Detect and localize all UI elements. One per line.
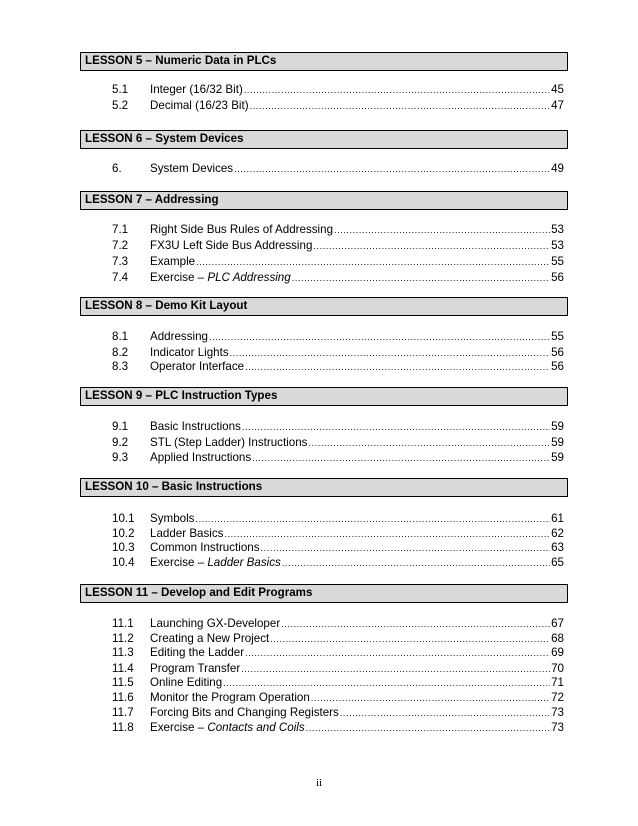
toc-entry[interactable] <box>112 705 564 721</box>
entry-title: Basic Instructions <box>150 420 241 433</box>
entry-title-italic: Ladder Basics <box>207 556 281 569</box>
toc-entry[interactable] <box>112 359 564 375</box>
lesson-header-10 <box>80 478 568 497</box>
entry-page: 62 <box>551 527 564 540</box>
entry-number: 10.4 <box>112 556 135 569</box>
entry-number: 7.1 <box>112 223 129 236</box>
lesson-header-6 <box>80 130 568 149</box>
entry-page: 49 <box>551 162 564 175</box>
entry-title <box>150 270 291 286</box>
dot-leader <box>282 555 550 571</box>
entry-page: 53 <box>551 239 564 252</box>
entry-number: 5.1 <box>112 83 129 96</box>
toc-entry[interactable] <box>112 540 564 556</box>
entry-page: 71 <box>551 676 564 689</box>
lesson-header-8 <box>80 297 568 316</box>
lesson-title: LESSON 7 – Addressing <box>85 193 219 206</box>
toc-entry[interactable] <box>112 450 564 466</box>
toc-entry[interactable] <box>112 329 564 345</box>
entry-number: 9.1 <box>112 420 129 433</box>
entry-number: 10.1 <box>112 512 135 525</box>
lesson-title: LESSON 5 – Numeric Data in PLCs <box>85 54 277 67</box>
dot-leader <box>245 359 550 375</box>
lesson-header-11 <box>80 584 568 603</box>
entry-number: 5.2 <box>112 99 129 112</box>
entry-page: 56 <box>551 346 564 359</box>
toc-entry[interactable] <box>112 616 564 632</box>
entry-page: 67 <box>551 617 564 630</box>
entry-number: 11.8 <box>112 721 134 734</box>
dot-leader <box>250 98 551 114</box>
toc-entry[interactable] <box>112 238 564 254</box>
dot-leader <box>292 270 550 286</box>
entry-page: 47 <box>551 99 564 112</box>
toc-entry[interactable] <box>112 222 564 238</box>
entry-title: STL (Step Ladder) Instructions <box>150 436 308 449</box>
entry-page: 59 <box>551 436 564 449</box>
entry-page: 56 <box>551 271 564 284</box>
entry-page: 56 <box>551 360 564 373</box>
entry-page: 68 <box>551 632 564 645</box>
entry-title <box>150 555 281 571</box>
dot-leader <box>196 254 550 270</box>
entry-title-prefix: Exercise – <box>150 721 208 734</box>
entry-page: 73 <box>551 721 564 734</box>
entry-number: 7.3 <box>112 255 129 268</box>
entry-title: Creating a New Project <box>150 632 270 645</box>
entry-title: Right Side Bus Rules of Addressing <box>150 223 334 236</box>
entry-title-prefix: Exercise – <box>150 271 208 284</box>
entry-number: 9.3 <box>112 451 129 464</box>
entry-page: 45 <box>551 83 564 96</box>
lesson-header-9 <box>80 387 568 406</box>
entry-title: Integer (16/32 Bit) <box>150 83 243 96</box>
toc-entry[interactable] <box>112 555 564 571</box>
dot-leader <box>244 82 550 98</box>
toc-entry[interactable] <box>112 419 564 435</box>
entry-title: Ladder Basics <box>150 527 224 540</box>
entry-title <box>150 720 305 736</box>
entry-number: 11.6 <box>112 691 134 704</box>
dot-leader <box>261 540 551 556</box>
entry-page: 55 <box>551 330 564 343</box>
entry-title-italic: PLC Addressing <box>207 271 291 284</box>
entry-title: Example <box>150 255 196 268</box>
dot-leader <box>308 435 550 451</box>
entry-title: Forcing Bits and Changing Registers <box>150 706 339 719</box>
page-number: ii <box>315 777 323 789</box>
entry-number: 11.2 <box>112 632 134 645</box>
lesson-title: LESSON 8 – Demo Kit Layout <box>85 299 248 312</box>
dot-leader <box>245 645 550 661</box>
entry-number: 10.2 <box>112 527 135 540</box>
entry-title: Addressing <box>150 330 209 343</box>
entry-page: 59 <box>551 420 564 433</box>
entry-title: Program Transfer <box>150 662 241 675</box>
entry-page: 69 <box>551 646 564 659</box>
dot-leader <box>334 222 550 238</box>
entry-number: 9.2 <box>112 436 129 449</box>
entry-title: Decimal (16/23 Bit) <box>150 99 249 112</box>
dot-leader <box>281 616 550 632</box>
entry-number: 8.2 <box>112 346 129 359</box>
entry-page: 65 <box>551 556 564 569</box>
toc-entry[interactable] <box>112 98 564 114</box>
toc-entry[interactable] <box>112 511 564 527</box>
entry-page: 73 <box>551 706 564 719</box>
entry-title: Common Instructions <box>150 541 260 554</box>
entry-page: 61 <box>551 512 564 525</box>
entry-title: Launching GX-Developer <box>150 617 281 630</box>
entry-title: Monitor the Program Operation <box>150 691 310 704</box>
dot-leader <box>340 705 550 721</box>
entry-number: 11.1 <box>112 617 134 630</box>
entry-title: Indicator Lights <box>150 346 229 359</box>
lesson-title: LESSON 11 – Develop and Edit Programs <box>85 586 313 599</box>
dot-leader <box>311 690 550 706</box>
toc-entry[interactable] <box>112 435 564 451</box>
entry-title: Symbols <box>150 512 195 525</box>
entry-title-prefix: Exercise – <box>150 556 208 569</box>
toc-entry[interactable] <box>112 690 564 706</box>
entry-number: 8.1 <box>112 330 129 343</box>
lesson-title: LESSON 6 – System Devices <box>85 132 244 145</box>
entry-page: 55 <box>551 255 564 268</box>
dot-leader <box>313 238 550 254</box>
entry-title: Operator Interface <box>150 360 245 373</box>
dot-leader <box>209 329 550 345</box>
entry-title: Applied Instructions <box>150 451 252 464</box>
entry-title: FX3U Left Side Bus Addressing <box>150 239 313 252</box>
entry-title: Online Editing <box>150 676 223 689</box>
entry-number: 6. <box>112 162 122 175</box>
toc-entry[interactable] <box>112 720 564 736</box>
entry-page: 53 <box>551 223 564 236</box>
entry-page: 72 <box>551 691 564 704</box>
dot-leader <box>252 450 550 466</box>
lesson-header-5 <box>80 52 568 71</box>
entry-number: 7.4 <box>112 271 129 284</box>
toc-entry[interactable] <box>112 82 564 98</box>
entry-number: 10.3 <box>112 541 135 554</box>
entry-number: 8.3 <box>112 360 129 373</box>
lesson-title: LESSON 10 – Basic Instructions <box>85 480 263 493</box>
entry-page: 63 <box>551 541 564 554</box>
lesson-title: LESSON 9 – PLC Instruction Types <box>85 389 278 402</box>
entry-number: 11.7 <box>112 706 134 719</box>
toc-entry[interactable] <box>112 270 564 286</box>
entry-title: System Devices <box>150 162 234 175</box>
dot-leader <box>223 675 550 691</box>
toc-entry[interactable] <box>112 675 564 691</box>
entry-number: 11.3 <box>112 646 134 659</box>
dot-leader <box>306 720 550 736</box>
toc-entry[interactable] <box>112 254 564 270</box>
dot-leader <box>195 511 550 527</box>
toc-entry[interactable] <box>112 161 564 177</box>
entry-number: 11.5 <box>112 676 134 689</box>
lesson-header-7 <box>80 191 568 210</box>
toc-entry[interactable] <box>112 645 564 661</box>
entry-number: 11.4 <box>112 662 134 675</box>
entry-page: 70 <box>551 662 564 675</box>
entry-page: 59 <box>551 451 564 464</box>
entry-title: Editing the Ladder <box>150 646 245 659</box>
dot-leader <box>234 161 550 177</box>
entry-title-italic: Contacts and Coils <box>207 721 305 734</box>
entry-number: 7.2 <box>112 239 129 252</box>
dot-leader <box>242 419 550 435</box>
